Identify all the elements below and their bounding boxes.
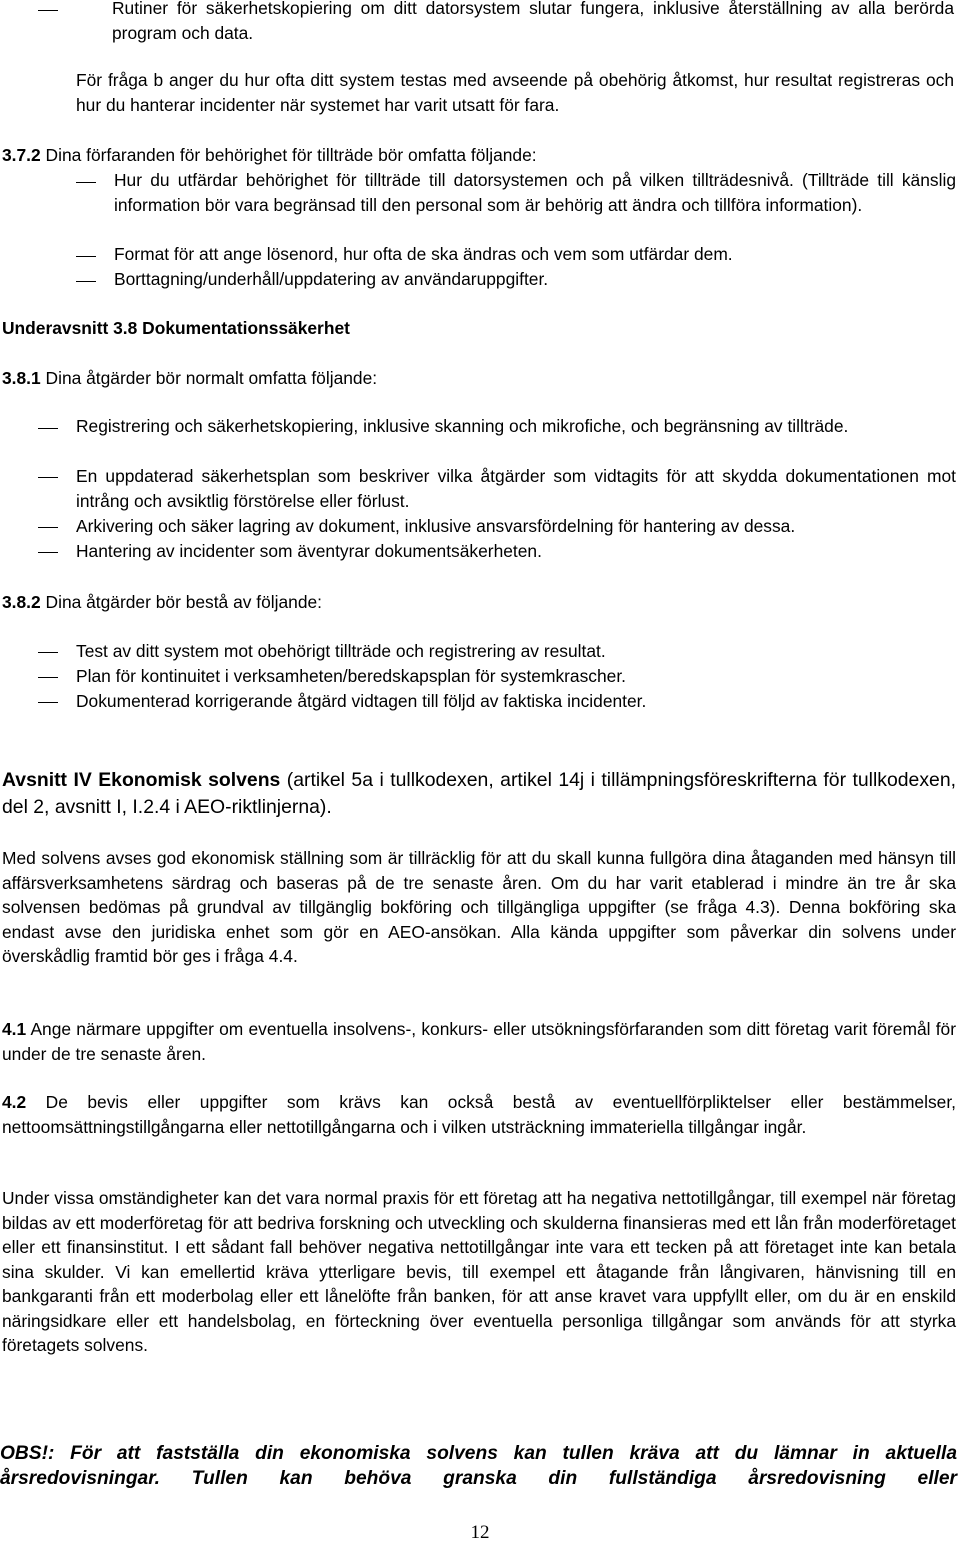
list-item: Plan för kontinuitet i verksamheten/beredskapsplan för systemkrascher.: [76, 666, 627, 686]
subsection-heading: Underavsnitt 3.8 Dokumentationssäkerhet: [2, 318, 350, 338]
paragraph-negativa-nettotillgangar: Under vissa omständigheter kan det vara normal praxis för ett företag att ha negativa nettotillgångar, till exempel när företag bildas av ett moderföretag för att bedriva forskning och utveckling och skulderna finansieras med ett lån från moderföretaget eller ett finansinstitut. I ett sådant fall behöver negativa nettotillgångar inte vara ett tecken på att företaget inte kan betala sina skulder. Vi kan emellertid kräva ytterligare bevis, till exempel ett åtagande från långivaren, hänvisning till en bankgaranti från ett moderbolag eller ett lånelöfte från banken, för att anse kravet vara uppfyllt eller, om du är en enskild näringsidkare eller ett handelsbolag, en förteckning över eventuella personliga tillgångar som används för att styrka företagets solvens.: [2, 1188, 956, 1355]
section-title-rest: (artikel 5a i tullkodexen, artikel 14j i tillämpningsföreskrifterna för tullkodexen, del 2, avsnitt I, I.2.4 i AEO-riktlinjerna).: [2, 769, 956, 818]
bullet-dash: [76, 281, 96, 282]
question-4-1: [2, 1017, 956, 1066]
question-4-2: [2, 1090, 956, 1139]
paragraph-fraga-b: För fråga b anger du hur ofta ditt system testas med avseende på obehörig åtkomst, hur resultat registreras och hur du hanterar incidenter när systemet har varit utsatt för fara.: [76, 70, 954, 115]
list-item: Format för att ange lösenord, hur ofta de ska ändras och vem som utfärdar dem.: [114, 244, 733, 264]
bullet-dash: [38, 677, 58, 678]
question-number: 4.2: [2, 1092, 27, 1112]
bullet-dash: [38, 10, 58, 11]
section-number: 3.8.2: [2, 592, 41, 612]
question-number: 4.1: [2, 1019, 27, 1039]
section-intro-text: Dina åtgärder bör normalt omfatta följande:: [40, 368, 378, 388]
bullet-dash: [38, 552, 58, 553]
obs-note-line-1: OBS!: För att fastställa din ekonomiska solvens kan tullen kräva att du lämnar in aktuella: [0, 1443, 957, 1464]
section-4-heading: [2, 767, 956, 821]
list-item: Arkivering och säker lagring av dokument, inklusive ansvarsfördelning för hantering av dessa.: [76, 516, 796, 536]
section-number: 3.8.1: [2, 368, 41, 388]
list-item: En uppdaterad säkerhetsplan som beskriver vilka åtgärder som vidtagits för att skydda dokumentationen mot intrång och avsiktlig förstörelse eller förlust.: [76, 466, 956, 511]
list-item: Rutiner för säkerhetskopiering om ditt datorsystem slutar fungera, inklusive återställning av alla berörda program och data.: [112, 0, 954, 43]
section-3-8-2-intro: [2, 590, 322, 615]
question-text: Ange närmare uppgifter om eventuella insolvens-, konkurs- eller utsökningsförfaranden som ditt företag varit föremål för under de tre senaste åren.: [2, 1019, 956, 1064]
section-3-7-2-intro: [2, 143, 537, 168]
bullet-dash: [38, 652, 58, 653]
obs-note-line-2: årsredovisningar. Tullen kan behöva granska din fullständiga årsredovisning eller: [0, 1468, 957, 1489]
bullet-dash: [38, 702, 58, 703]
page-number: 12: [470, 1522, 490, 1543]
bullet-dash: [38, 477, 58, 478]
list-item: Borttagning/underhåll/uppdatering av användaruppgifter.: [114, 269, 549, 289]
section-intro-text: Dina förfaranden för behörighet för tillträde bör omfatta följande:: [40, 145, 537, 165]
list-item: Hantering av incidenter som äventyrar dokumentsäkerheten.: [76, 541, 542, 561]
list-item: Registrering och säkerhetskopiering, inklusive skanning och mikrofiche, och begränsning av tillträde.: [76, 416, 849, 436]
bullet-dash: [38, 428, 58, 429]
section-intro-text: Dina åtgärder bör bestå av följande:: [40, 592, 323, 612]
bullet-dash: [76, 256, 96, 257]
list-item: Test av ditt system mot obehörigt tillträde och registrering av resultat.: [76, 641, 606, 661]
section-3-8-1-intro: [2, 366, 377, 391]
bullet-dash: [38, 527, 58, 528]
list-item: Dokumenterad korrigerande åtgärd vidtagen till följd av faktiska incidenter.: [76, 691, 647, 711]
bullet-dash: [76, 182, 96, 183]
section-number: 3.7.2: [2, 145, 41, 165]
section-title: Avsnitt IV Ekonomisk solvens: [2, 769, 281, 791]
question-text: De bevis eller uppgifter som krävs kan också bestå av eventuellförpliktelser eller bestämmelser, nettoomsättningstillgångarna eller nettotillgångarna och i vilken utsträckning immateriella tillgångar ingår.: [2, 1092, 956, 1137]
paragraph-solvens-intro: Med solvens avses god ekonomisk ställning som är tillräcklig för att du skall kunna fullgöra dina åtaganden med hänsyn till affärsverksamhetens särdrag och baseras på de tre senaste åren. Om du har varit etablerad i mindre än tre år ska solvensen bedömas på grundval av tillgänglig bokföring och tillgängliga uppgifter (se fråga 4.3). Denna bokföring ska endast avse den juridiska enhet som gör en AEO-ansökan. Alla kända uppgifter som påverkar din solvens under överskådlig framtid bör ges i fråga 4.4.: [2, 848, 956, 966]
list-item: Hur du utfärdar behörighet för tillträde till datorsystemen och på vilken tillträdesnivå. (Tillträde till känslig information bör vara begränsad till den personal som är behörig att ändra och tillföra information).: [114, 170, 956, 215]
